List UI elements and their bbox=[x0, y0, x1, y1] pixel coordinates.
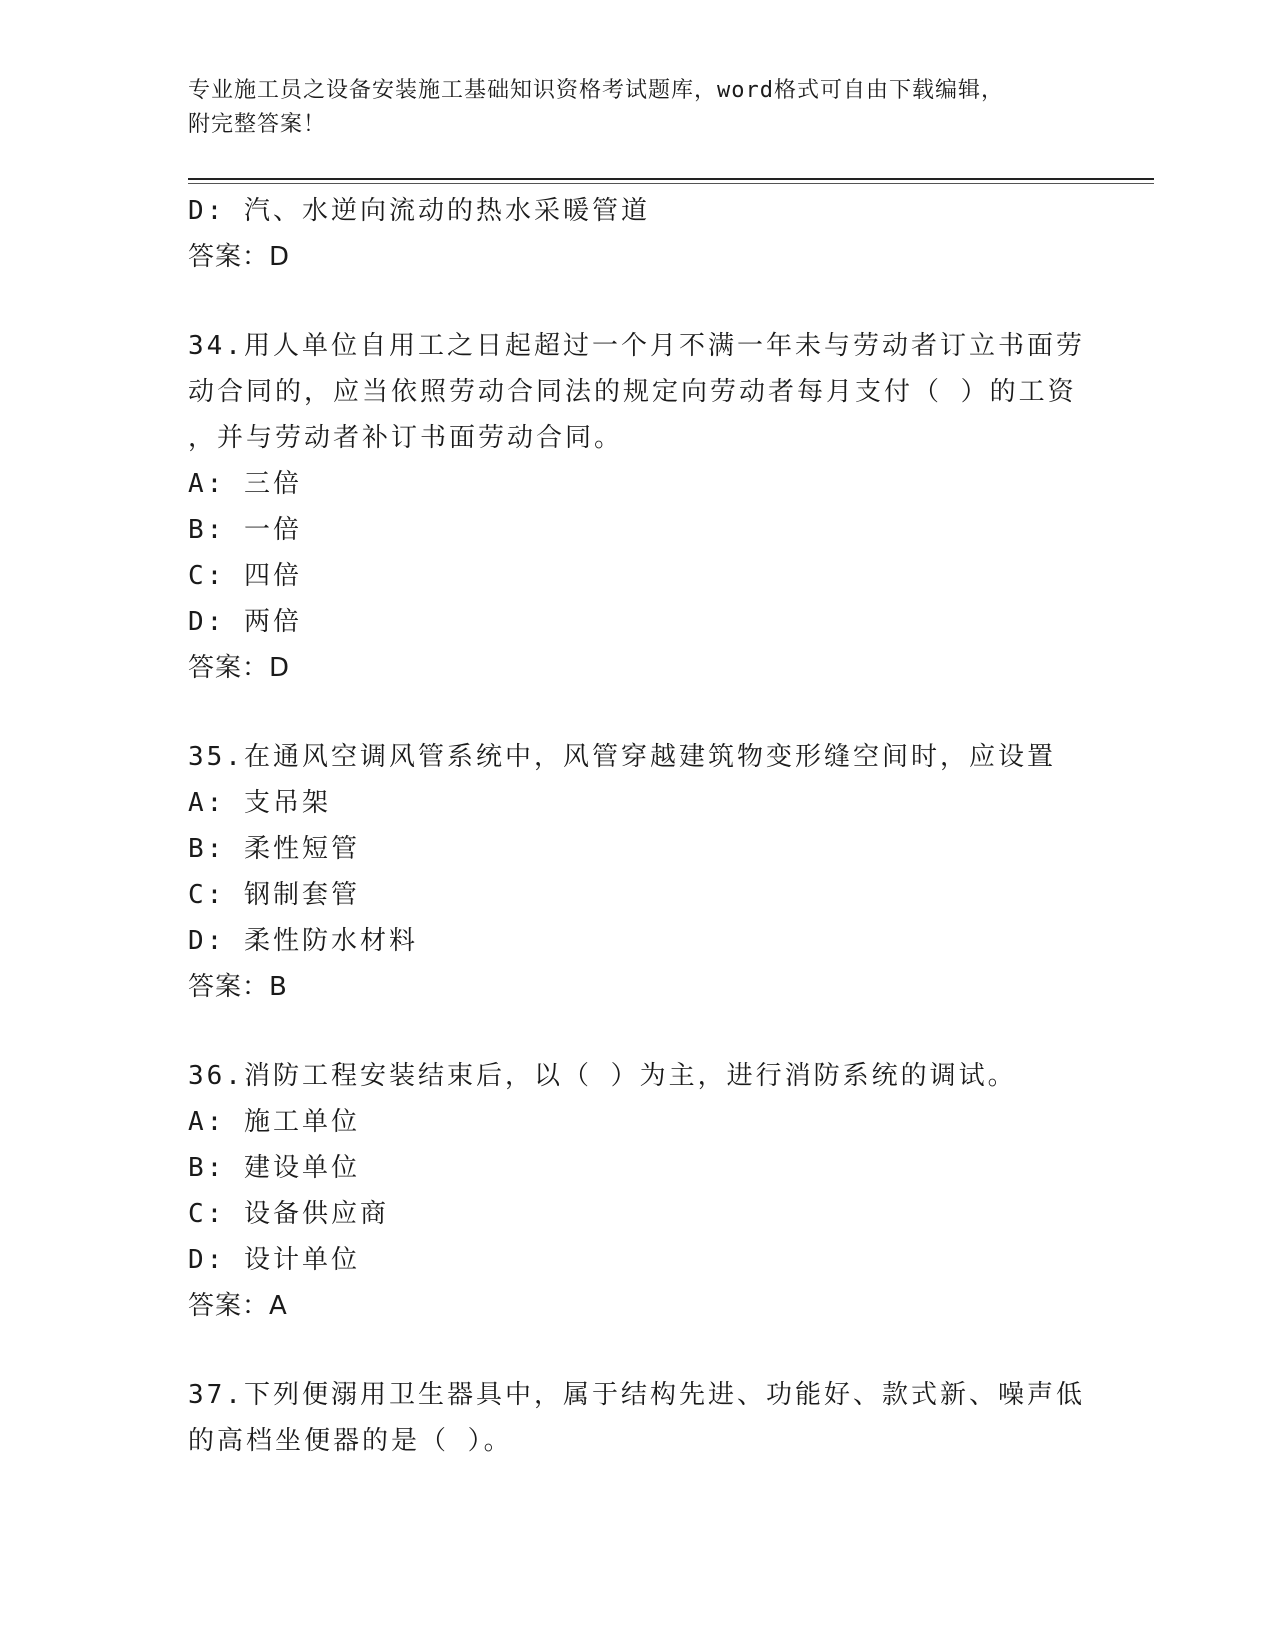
header-line-2: 附完整答案！ bbox=[188, 112, 327, 137]
question-35 bbox=[188, 734, 1088, 1010]
question-37 bbox=[188, 1372, 1088, 1464]
question-36 bbox=[188, 1053, 1088, 1329]
header-divider-thick bbox=[188, 178, 1154, 180]
option-d: D: 两倍 bbox=[188, 607, 302, 637]
option-a: A: 施工单位 bbox=[188, 1107, 360, 1137]
question-stem-line: 34.用人单位自用工之日起超过一个月不满一年未与劳动者订立书面劳 bbox=[188, 331, 1085, 361]
answer-line: 答案：A bbox=[188, 1291, 288, 1321]
option-c: C: 设备供应商 bbox=[188, 1199, 389, 1229]
option-c: C: 四倍 bbox=[188, 561, 302, 591]
question-list bbox=[188, 188, 1088, 1464]
option-c: C: 钢制套管 bbox=[188, 880, 360, 910]
document-header bbox=[188, 74, 1088, 142]
prev-question-option-d: D: 汽、水逆向流动的热水采暖管道 bbox=[188, 196, 650, 226]
option-b: B: 一倍 bbox=[188, 515, 302, 545]
header-divider-thin bbox=[188, 183, 1154, 184]
question-stem-line: 的高档坐便器的是（ ）。 bbox=[188, 1426, 513, 1456]
question-stem-line: 动合同的，应当依照劳动合同法的规定向劳动者每月支付（ ）的工资 bbox=[188, 377, 1077, 407]
header-line-1: 专业施工员之设备安装施工基础知识资格考试题库，word格式可自由下载编辑， bbox=[188, 78, 1004, 103]
option-b: B: 建设单位 bbox=[188, 1153, 360, 1183]
option-d: D: 设计单位 bbox=[188, 1245, 360, 1275]
answer-line: 答案：B bbox=[188, 972, 288, 1002]
question-stem-line: ，并与劳动者补订书面劳动合同。 bbox=[188, 423, 624, 453]
question-stem-line: 37.下列便溺用卫生器具中，属于结构先进、功能好、款式新、噪声低 bbox=[188, 1380, 1085, 1410]
answer-line: 答案：D bbox=[188, 653, 291, 683]
option-a: A: 三倍 bbox=[188, 469, 302, 499]
question-stem-line: 36.消防工程安装结束后，以（ ）为主，进行消防系统的调试。 bbox=[188, 1061, 1017, 1091]
prev-question-answer: 答案：D bbox=[188, 242, 291, 272]
question-34 bbox=[188, 323, 1088, 691]
option-b: B: 柔性短管 bbox=[188, 834, 360, 864]
question-stem-line: 35.在通风空调风管系统中，风管穿越建筑物变形缝空间时，应设置 bbox=[188, 742, 1056, 772]
option-d: D: 柔性防水材料 bbox=[188, 926, 418, 956]
option-a: A: 支吊架 bbox=[188, 788, 331, 818]
